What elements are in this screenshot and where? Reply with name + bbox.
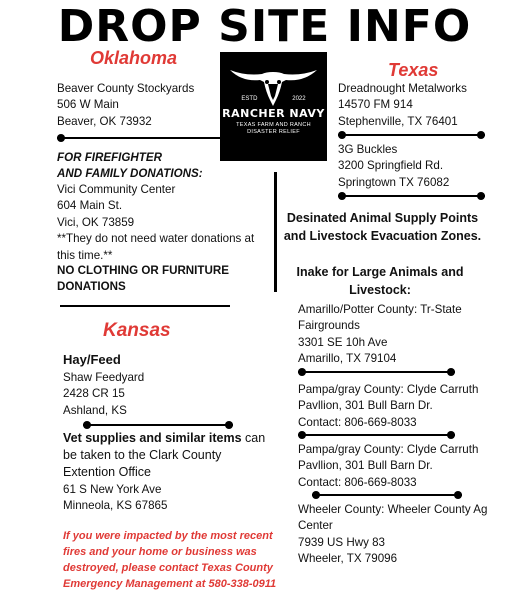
oklahoma-site-1 [57, 81, 194, 130]
site-line: Contact: 806-669-8033 [298, 475, 417, 489]
heading-line: Desinated Animal Supply Points [286, 211, 479, 225]
rancher-navy-logo [220, 52, 327, 161]
notice-line: If you were impacted by the most recent [63, 530, 273, 542]
oklahoma-site-2 [57, 182, 254, 264]
notice-line: fires and your home or business was [63, 546, 257, 558]
site-line: 3301 SE 10h Ave [298, 335, 388, 349]
texas-site-2 [338, 142, 449, 191]
site-line: 61 S New York Ave [63, 483, 162, 496]
intake-heading [285, 263, 475, 299]
logo-year: 2022 [292, 96, 306, 102]
site-line: Minneola, KS 67865 [63, 499, 168, 513]
site-line: this time.** [57, 248, 113, 262]
vet-line: Extention Office [63, 465, 152, 479]
texas-site-1 [338, 81, 467, 130]
pampa-site-1 [298, 382, 478, 431]
vertical-divider [274, 172, 277, 292]
note-line: NO CLOTHING OR FURNITURE [57, 264, 229, 277]
site-line: Pampa/gray County: Clyde Carruth [298, 383, 479, 396]
site-line: **They do not need water donations at [57, 232, 255, 246]
site-line: 7939 US Hwy 83 [298, 535, 385, 549]
site-line: Center [298, 519, 333, 533]
heading-line: Inake for Large Animals and [296, 265, 464, 279]
site-line: 2428 CR 15 [63, 387, 125, 401]
logo-established: ESTD [241, 96, 258, 102]
oklahoma-heading: Oklahoma [90, 48, 178, 68]
texas-heading: Texas [388, 60, 439, 80]
site-line: Dreadnought Metalworks [338, 82, 467, 95]
site-line: 3200 Springfield Rd. [338, 159, 444, 173]
vet-supplies-info [63, 430, 265, 481]
wheeler-site [298, 502, 487, 568]
site-line: Shaw Feedyard [63, 371, 145, 384]
divider [298, 371, 455, 373]
divider [312, 494, 462, 496]
site-line: Ashland, KS [63, 403, 127, 417]
site-line: Springtown TX 76082 [338, 175, 450, 189]
pampa-site-2 [298, 442, 478, 491]
notice-line: destroyed, please contact Texas County [63, 562, 273, 574]
site-line: Wheeler, TX 79096 [298, 552, 398, 566]
heading-line: AND FAMILY DONATIONS: [57, 167, 203, 181]
site-line: Pavllion, 301 Bull Barn Dr. [298, 399, 433, 413]
logo-name: RANCHER NAVY [222, 107, 325, 120]
site-line: Stephenville, TX 76401 [338, 114, 458, 128]
page-title: DROP SITE INFO [57, 1, 472, 52]
site-line: Contact: 806-669-8033 [298, 415, 417, 429]
heading-line: Livestock: [349, 283, 411, 297]
heading-line: FOR FIREFIGHTER [57, 151, 162, 164]
designated-points-heading [280, 209, 485, 245]
site-line: Amarillo/Potter County: Tr-State [298, 303, 462, 316]
site-line: 604 Main St. [57, 199, 123, 213]
oklahoma-note [57, 263, 229, 296]
notice-line: Emergency Management at 580-338-0911 [63, 578, 277, 590]
kansas-heading: Kansas [103, 320, 171, 341]
firefighter-donations-heading [57, 150, 203, 183]
site-line: Wheeler County: Wheeler County Ag [298, 503, 488, 516]
vet-line: be taken to the Clark County [63, 448, 222, 462]
site-line: Beaver County Stockyards [57, 82, 195, 95]
note-line: DONATIONS [57, 280, 126, 294]
site-line: Beaver, OK 73932 [57, 114, 152, 128]
site-line: Pavllion, 301 Bull Barn Dr. [298, 459, 433, 473]
impact-notice [63, 528, 276, 592]
site-line: Vici, OK 73859 [57, 215, 135, 229]
site-line: Vici Community Center [57, 183, 176, 196]
longhorn-skull-icon [220, 52, 327, 112]
site-line: Pampa/gray County: Clyde Carruth [298, 443, 479, 456]
divider [83, 424, 233, 426]
vet-supplies-label: Vet supplies and similar items [63, 431, 242, 445]
site-line: 3G Buckles [338, 143, 398, 156]
amarillo-site [298, 302, 462, 368]
site-line: Amarillo, TX 79104 [298, 352, 397, 366]
site-line: 14570 FM 914 [338, 98, 413, 112]
logo-tagline: DISASTER RELIEF [247, 129, 300, 135]
divider [298, 434, 455, 436]
site-line: Fairgrounds [298, 319, 360, 333]
logo-tagline: TEXAS FARM AND RANCH [236, 122, 311, 128]
divider [57, 137, 242, 139]
divider [338, 195, 485, 197]
section-divider [60, 305, 230, 307]
hay-feed-site [63, 370, 144, 419]
divider [338, 134, 485, 136]
vet-supplies-site [63, 482, 167, 515]
heading-line: and Livestock Evacuation Zones. [283, 229, 482, 243]
vet-supplies-text: can [241, 431, 266, 445]
hay-feed-heading: Hay/Feed [63, 352, 121, 367]
site-line: 506 W Main [57, 98, 119, 112]
